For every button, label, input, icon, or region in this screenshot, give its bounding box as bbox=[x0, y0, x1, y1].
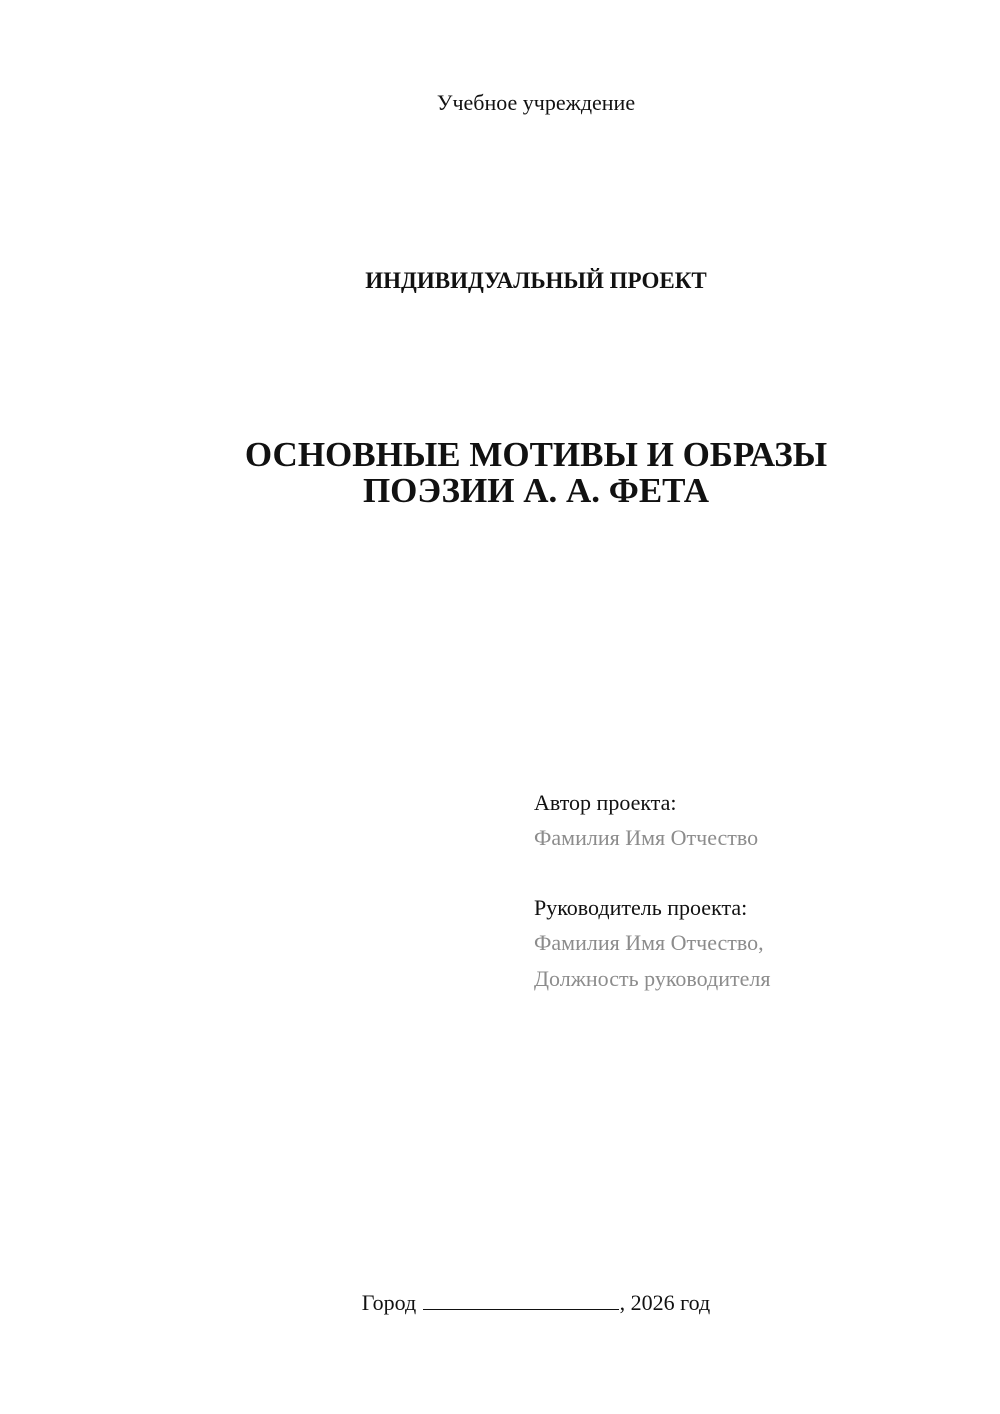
project-type-heading: ИНДИВИДУАЛЬНЫЙ ПРОЕКТ bbox=[365, 268, 707, 293]
city-year-line bbox=[0, 1290, 1000, 1316]
project-title-line-2: ПОЭЗИИ А. А. ФЕТА bbox=[362, 471, 710, 510]
city-label: Город bbox=[361, 1290, 417, 1315]
author-name-placeholder: Фамилия Имя Отчество bbox=[534, 825, 759, 850]
institution-name: Учебное учреждение bbox=[436, 90, 636, 115]
year-text: , 2026 год bbox=[619, 1290, 711, 1315]
city-blank-line bbox=[423, 1291, 619, 1310]
project-title bbox=[0, 437, 1000, 509]
project-title-line-1: ОСНОВНЫЕ МОТИВЫ И ОБРАЗЫ bbox=[244, 435, 828, 474]
supervisor-name-placeholder: Фамилия Имя Отчество, bbox=[534, 930, 764, 955]
supervisor-label: Руководитель проекта: bbox=[534, 895, 748, 920]
author-label: Автор проекта: bbox=[534, 790, 677, 815]
supervisor-position-placeholder: Должность руководителя bbox=[534, 966, 771, 991]
